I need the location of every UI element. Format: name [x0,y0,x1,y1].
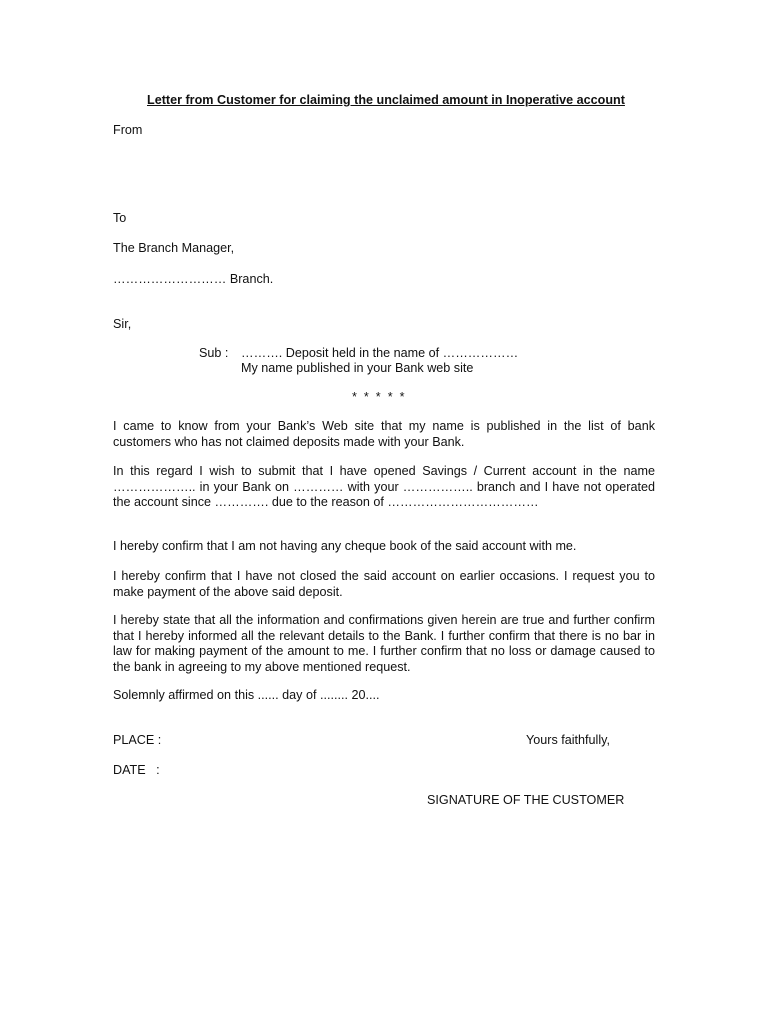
body-paragraph-2 [113,464,655,511]
body-paragraph-4 [113,569,655,600]
paragraph-line: I came to know from your Bank’s Web site that my name is published in the list of bank [113,419,655,433]
body-paragraph-5 [113,613,655,675]
paragraph-line: law for making payment of the amount to me. I further confirm that no loss or damage caused to [113,644,655,658]
closing-yours-faithfully: Yours faithfully, [526,733,611,747]
paragraph-line: I hereby confirm that I have not closed the said account on earlier occasions. I request you to [113,569,655,583]
paragraph-line: that I hereby informed all the relevant details to the Bank. I further confirm that there is no bar in [113,628,655,643]
affirmation-line: Solemnly affirmed on this ...... day of ........ 20.... [113,688,380,702]
paragraph-line: customers who has not claimed deposits made with your Bank. [113,434,465,449]
letter-title: Letter from Customer for claiming the unclaimed amount in Inoperative account [147,93,625,107]
signature-label: SIGNATURE OF THE CUSTOMER [427,793,625,807]
place-label: PLACE : [113,733,162,747]
paragraph-line: the bank in agreeing to my above mentioned request. [113,659,411,674]
paragraph-line: I hereby state that all the information and confirmations given herein are true and further confirm [113,613,655,627]
to-label: To [113,211,127,225]
addressee: The Branch Manager, [113,241,235,255]
paragraph-line: In this regard I wish to submit that I have opened Savings / Current account in the name [113,464,655,478]
subject-line-2: My name published in your Bank web site [241,361,474,375]
date-label: DATE : [113,763,160,777]
salutation: Sir, [113,317,132,331]
paragraph-line: the account since …………. due to the reason of ……………………………… [113,495,539,509]
branch-line: ……………………… Branch. [113,272,274,286]
paragraph-line: ……………….. in your Bank on ………… with your …………….. branch and I have not operated [113,479,655,494]
subject-line-1: ………. Deposit held in the name of ……………… [241,346,519,360]
paragraph-line: I hereby confirm that I am not having any cheque book of the said account with me. [113,539,577,553]
paragraph-line: make payment of the above said deposit. [113,584,343,599]
subject-label: Sub : [199,346,229,360]
separator-stars: * * * * * [352,390,405,404]
body-paragraph-3 [113,539,655,555]
from-label: From [113,123,143,137]
body-paragraph-1 [113,419,655,450]
